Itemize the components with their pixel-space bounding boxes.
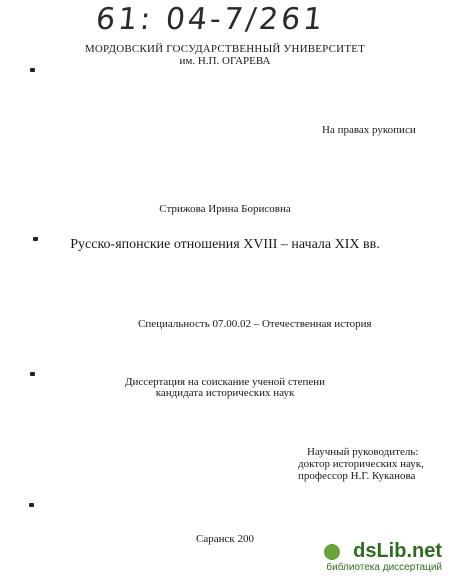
handwritten-catalog-number: 61: 04-7/261	[94, 2, 328, 37]
margin-mark	[29, 503, 34, 507]
specialty-line: Специальность 07.00.02 – Отечественная история	[138, 318, 372, 330]
advisor-label: Научный руководитель:	[307, 446, 419, 458]
advisor-name: профессор Н.Г. Куканова	[298, 470, 416, 482]
advisor-degree: доктор исторических наук,	[298, 458, 424, 470]
watermark	[324, 540, 442, 578]
watermark-subtitle: библиотека диссертаций	[326, 562, 442, 573]
rights-note: На правах рукописи	[322, 124, 416, 136]
university-named-after: им. Н.П. ОГАРЕВА	[179, 55, 271, 67]
degree-line-2: кандидата исторических наук	[155, 387, 295, 399]
city-year: Саранск 200	[196, 533, 254, 545]
university-name: МОРДОВСКИЙ ГОСУДАРСТВЕННЫЙ УНИВЕРСИТЕТ	[84, 43, 366, 55]
dissertation-title: Русско-японские отношения XVIII – начала XIX вв.	[70, 237, 380, 252]
degree-line-1: Диссертация на соискание ученой степени	[124, 376, 326, 388]
author-name: Стрижова Ирина Борисовна	[159, 203, 291, 215]
watermark-logo: dsLib.net	[353, 540, 442, 562]
watermark-logo-icon	[324, 544, 340, 560]
margin-mark	[30, 68, 35, 72]
